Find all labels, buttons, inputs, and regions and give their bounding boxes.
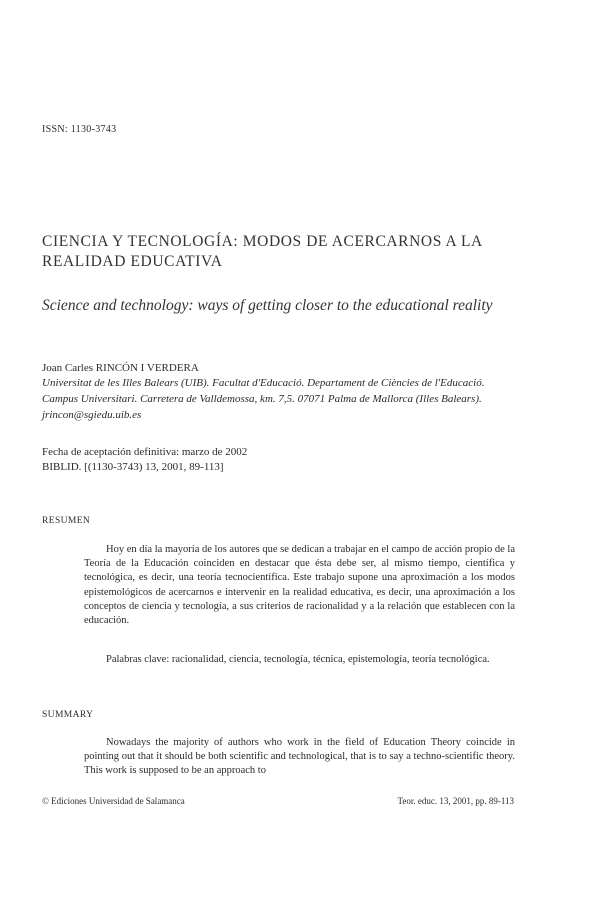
footer-publisher: © Ediciones Universidad de Salamanca — [42, 796, 185, 806]
resumen-heading: RESUMEN — [42, 516, 91, 526]
author-affiliation: Universitat de les Illes Balears (UIB). Facultat d'Educació. Departament de Ciències de l'Educació. Campus Universitari. Carretera de Valldemossa, km. 7,5. 07071 Palma de Mallorca (Illes Balears). jrincon@sgiedu.uib.es — [42, 377, 485, 421]
publication-info — [42, 445, 247, 475]
summary-paragraph: Nowadays the majority of authors who work in the field of Education Theory coincide in pointing out that it should be both scientific and technological, that is to say a techno-scientific theory. This work is supposed to be an approach to — [84, 737, 515, 777]
article-subtitle-english: Science and technology: ways of getting closer to the educational reality — [42, 297, 493, 314]
keywords-paragraph: Palabras clave: racionalidad, ciencia, tecnología, técnica, epistemología, teoría tecnológica. — [106, 654, 490, 665]
resumen-paragraph: Hoy en día la mayoría de los autores que se dedican a trabajar en el campo de acción propio de la Teoría de la Educación coinciden en destacar que ésta debe ser, al mismo tiempo, científica y tecnológica, es decir, una teoría tecnocientífica. Este trabajo supone una aproximación a los modos epistemológicos de acercarnos e intervenir en la realidad educativa, es decir, una aproximación a los conceptos de ciencia y tecnología, a sus criterios de racionalidad y a la relación que establecen con la educación. — [84, 544, 515, 627]
issn-number: ISSN: 1130-3743 — [42, 124, 117, 135]
summary-heading: SUMMARY — [42, 710, 94, 720]
biblid-reference: BIBLID. [(1130-3743) 13, 2001, 89-113] — [42, 461, 224, 473]
article-title: CIENCIA Y TECNOLOGÍA: MODOS DE ACERCARNOS A LA REALIDAD EDUCATIVA — [42, 233, 482, 270]
author-name: Joan Carles RINCÓN I VERDERA — [42, 362, 199, 374]
footer-citation: Teor. educ. 13, 2001, pp. 89-113 — [397, 796, 514, 806]
acceptance-date: Fecha de aceptación definitiva: marzo de 2002 — [42, 446, 248, 458]
